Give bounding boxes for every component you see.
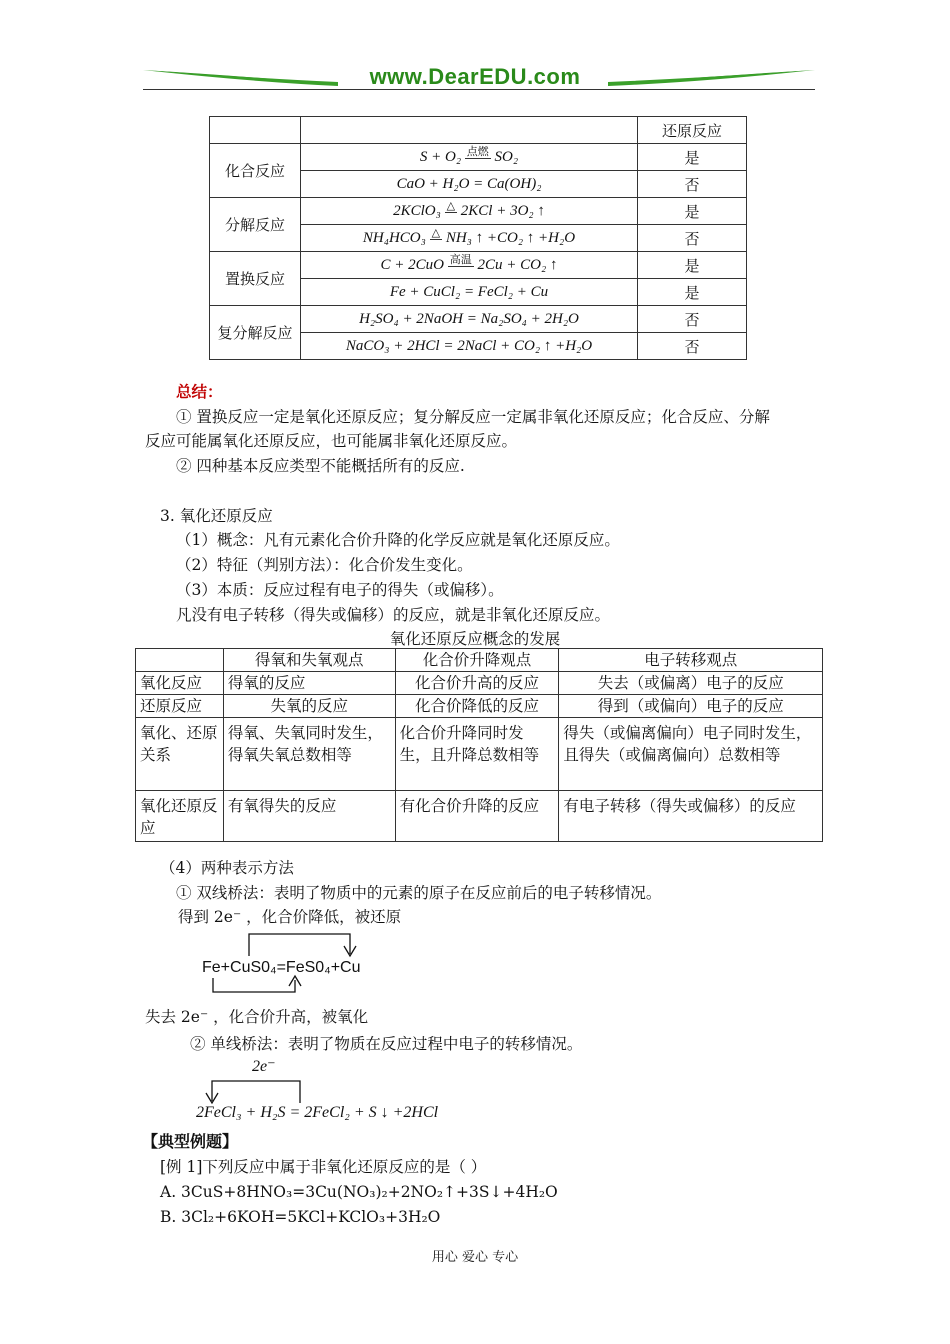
reaction-equation	[301, 144, 638, 171]
reaction-condition: △	[431, 226, 441, 239]
equation-rhs: NH₃ ↑ +CO₂ ↑ +H₂O	[445, 229, 576, 246]
gain-electron-label: 得到 2e⁻ ，化合价降低，被还原	[178, 908, 402, 926]
electron-count-label: 2e⁻	[252, 1058, 276, 1075]
column-header: 电子转移观点	[559, 649, 823, 672]
redox-result: 否	[638, 171, 747, 198]
non-redox-line: 凡没有电子转移（得失或偏移）的反应，就是非氧化还原反应。	[176, 606, 611, 624]
single-bridge-arrow	[200, 1077, 310, 1105]
table-header-row	[136, 649, 823, 672]
equation-lhs: 2KClO₃	[393, 202, 441, 219]
table2-title: 氧化还原反应概念的发展	[389, 630, 561, 648]
table-cell: 得到（或偏向）电子的反应	[559, 695, 823, 718]
table-row	[136, 718, 823, 791]
equation-lhs: H₂SO₄ + 2NaOH	[359, 310, 463, 327]
row-header: 氧化还原反应	[136, 791, 224, 842]
column-header: 得氧和失氧观点	[223, 649, 395, 672]
table-cell: 得失（或偏离偏向）电子同时发生，且得失（或偏离偏向）总数相等	[559, 718, 823, 791]
example-1-option-b: B. 3Cl₂+6KOH=5KCl+KClO₃+3H₂O	[160, 1208, 441, 1226]
site-logo-text: www.DearEDU.com	[369, 64, 581, 89]
table-cell: 有电子转移（得失或偏移）的反应	[559, 791, 823, 842]
essence-line: （3）本质：反应过程有电子的得失（或偏移）。	[176, 581, 504, 599]
table-row	[136, 791, 823, 842]
redox-result: 否	[638, 225, 747, 252]
examples-title: 【典型例题】	[142, 1132, 239, 1151]
column-header: 化合价升降观点	[395, 649, 559, 672]
table-row	[210, 117, 747, 144]
equation-rhs: 2KCl + 3O₂ ↑	[460, 202, 545, 219]
equation-lhs: NH₄HCO₃	[362, 229, 426, 246]
feature-line: （2）特征（判别方法）：化合价发生变化。	[176, 556, 473, 574]
row-header: 氧化、还原关系	[136, 718, 224, 791]
table-row	[136, 695, 823, 718]
redox-result: 是	[638, 252, 747, 279]
table-cell: 化合价升降同时发生，且升降总数相等	[395, 718, 559, 791]
table-cell: 有氧得失的反应	[223, 791, 395, 842]
redox-result: 是	[638, 279, 747, 306]
reaction-type-table	[209, 116, 747, 360]
reaction-category: 置换反应	[210, 252, 301, 306]
equation-rhs: = FeCl₂ + Cu	[463, 283, 549, 300]
reaction-condition: 高温	[449, 253, 472, 266]
table-cell: 失去（或偏离）电子的反应	[559, 672, 823, 695]
double-bridge-equation: Fe+CuS0₄=FeS0₄+Cu	[202, 959, 361, 976]
equation-rhs: 2Cu + CO₂ ↑	[477, 256, 558, 273]
equation-lhs: CaO + H₂O	[396, 175, 470, 192]
table-cell: 化合价升高的反应	[395, 672, 559, 695]
row-header: 氧化反应	[136, 672, 224, 695]
equation-rhs: = Ca(OH)₂	[473, 175, 542, 192]
equation-lhs: C + 2CuO	[380, 256, 445, 273]
equation-lhs: S + O₂	[419, 148, 462, 165]
double-bridge-desc: ① 双线桥法：表明了物质中的元素的原子在反应前后的电子转移情况。	[176, 884, 662, 902]
redox-result: 否	[638, 306, 747, 333]
table-row	[210, 144, 747, 171]
reaction-equation	[301, 198, 638, 225]
equation-rhs: = Na₂SO₄ + 2H₂O	[466, 310, 579, 327]
reaction-category: 分解反应	[210, 198, 301, 252]
redox-result: 是	[638, 198, 747, 225]
reaction-category: 复分解反应	[210, 306, 301, 360]
row-header: 还原反应	[136, 695, 224, 718]
equation-rhs: = 2NaCl + CO₂ ↑ +H₂O	[443, 337, 593, 354]
header-rule	[143, 89, 815, 90]
reaction-equation	[301, 279, 638, 306]
reaction-condition: △	[446, 199, 456, 212]
reaction-equation	[301, 225, 638, 252]
concept-line: （1）概念：凡有元素化合价升降的化学反应就是氧化还原反应。	[176, 531, 620, 549]
footer-motto: 用心 爱心 专心	[431, 1250, 519, 1265]
table-cell: 有化合价升降的反应	[395, 791, 559, 842]
redox-result: 是	[638, 144, 747, 171]
redox-concept-table	[135, 648, 823, 842]
summary-point-1a: ① 置换反应一定是氧化还原反应；复分解反应一定属非氧化还原反应；化合反应、分解	[176, 408, 770, 426]
equation-rhs: SO₂	[494, 148, 519, 165]
equation-lhs: Fe + CuCl₂	[389, 283, 461, 300]
methods-title: （4）两种表示方法	[160, 859, 294, 877]
table-row	[210, 252, 747, 279]
summary-point-1b: 反应可能属氧化还原反应，也可能属非氧化还原反应。	[145, 432, 518, 450]
table-cell: 失氧的反应	[223, 695, 395, 718]
column-header	[136, 649, 224, 672]
column-header-result: 还原反应	[638, 117, 747, 144]
summary-point-2: ② 四种基本反应类型不能概括所有的反应.	[176, 457, 465, 475]
reaction-equation	[301, 252, 638, 279]
reaction-condition: 点燃	[466, 145, 489, 158]
redox-result: 否	[638, 333, 747, 360]
lose-electron-label: 失去 2e⁻ ，化合价升高，被氧化	[145, 1008, 369, 1026]
reaction-equation	[301, 306, 638, 333]
reaction-category: 化合反应	[210, 144, 301, 198]
reaction-equation	[301, 171, 638, 198]
single-bridge-desc: ② 单线桥法：表明了物质在反应过程中电子的转移情况。	[190, 1035, 583, 1053]
summary-title: 总结：	[176, 382, 223, 401]
table-cell: 化合价降低的反应	[395, 695, 559, 718]
equation-lhs: NaCO₃ + 2HCl	[345, 337, 440, 354]
table-row	[136, 672, 823, 695]
table-row	[210, 306, 747, 333]
example-1-question: [例 1]下列反应中属于非氧化还原反应的是（ ）	[160, 1158, 487, 1176]
table-cell: 得氧、失氧同时发生，得氧失氧总数相等	[223, 718, 395, 791]
table-cell: 得氧的反应	[223, 672, 395, 695]
reaction-equation	[301, 333, 638, 360]
example-1-option-a: A. 3CuS+8HNO₃=3Cu(NO₃)₂+2NO₂↑+3S↓+4H₂O	[160, 1183, 558, 1201]
section-title: 3. 氧化还原反应	[160, 507, 273, 525]
table-row	[210, 198, 747, 225]
single-bridge-equation: 2FeCl₃ + H₂S = 2FeCl₂ + S ↓ +2HCl	[196, 1104, 439, 1121]
